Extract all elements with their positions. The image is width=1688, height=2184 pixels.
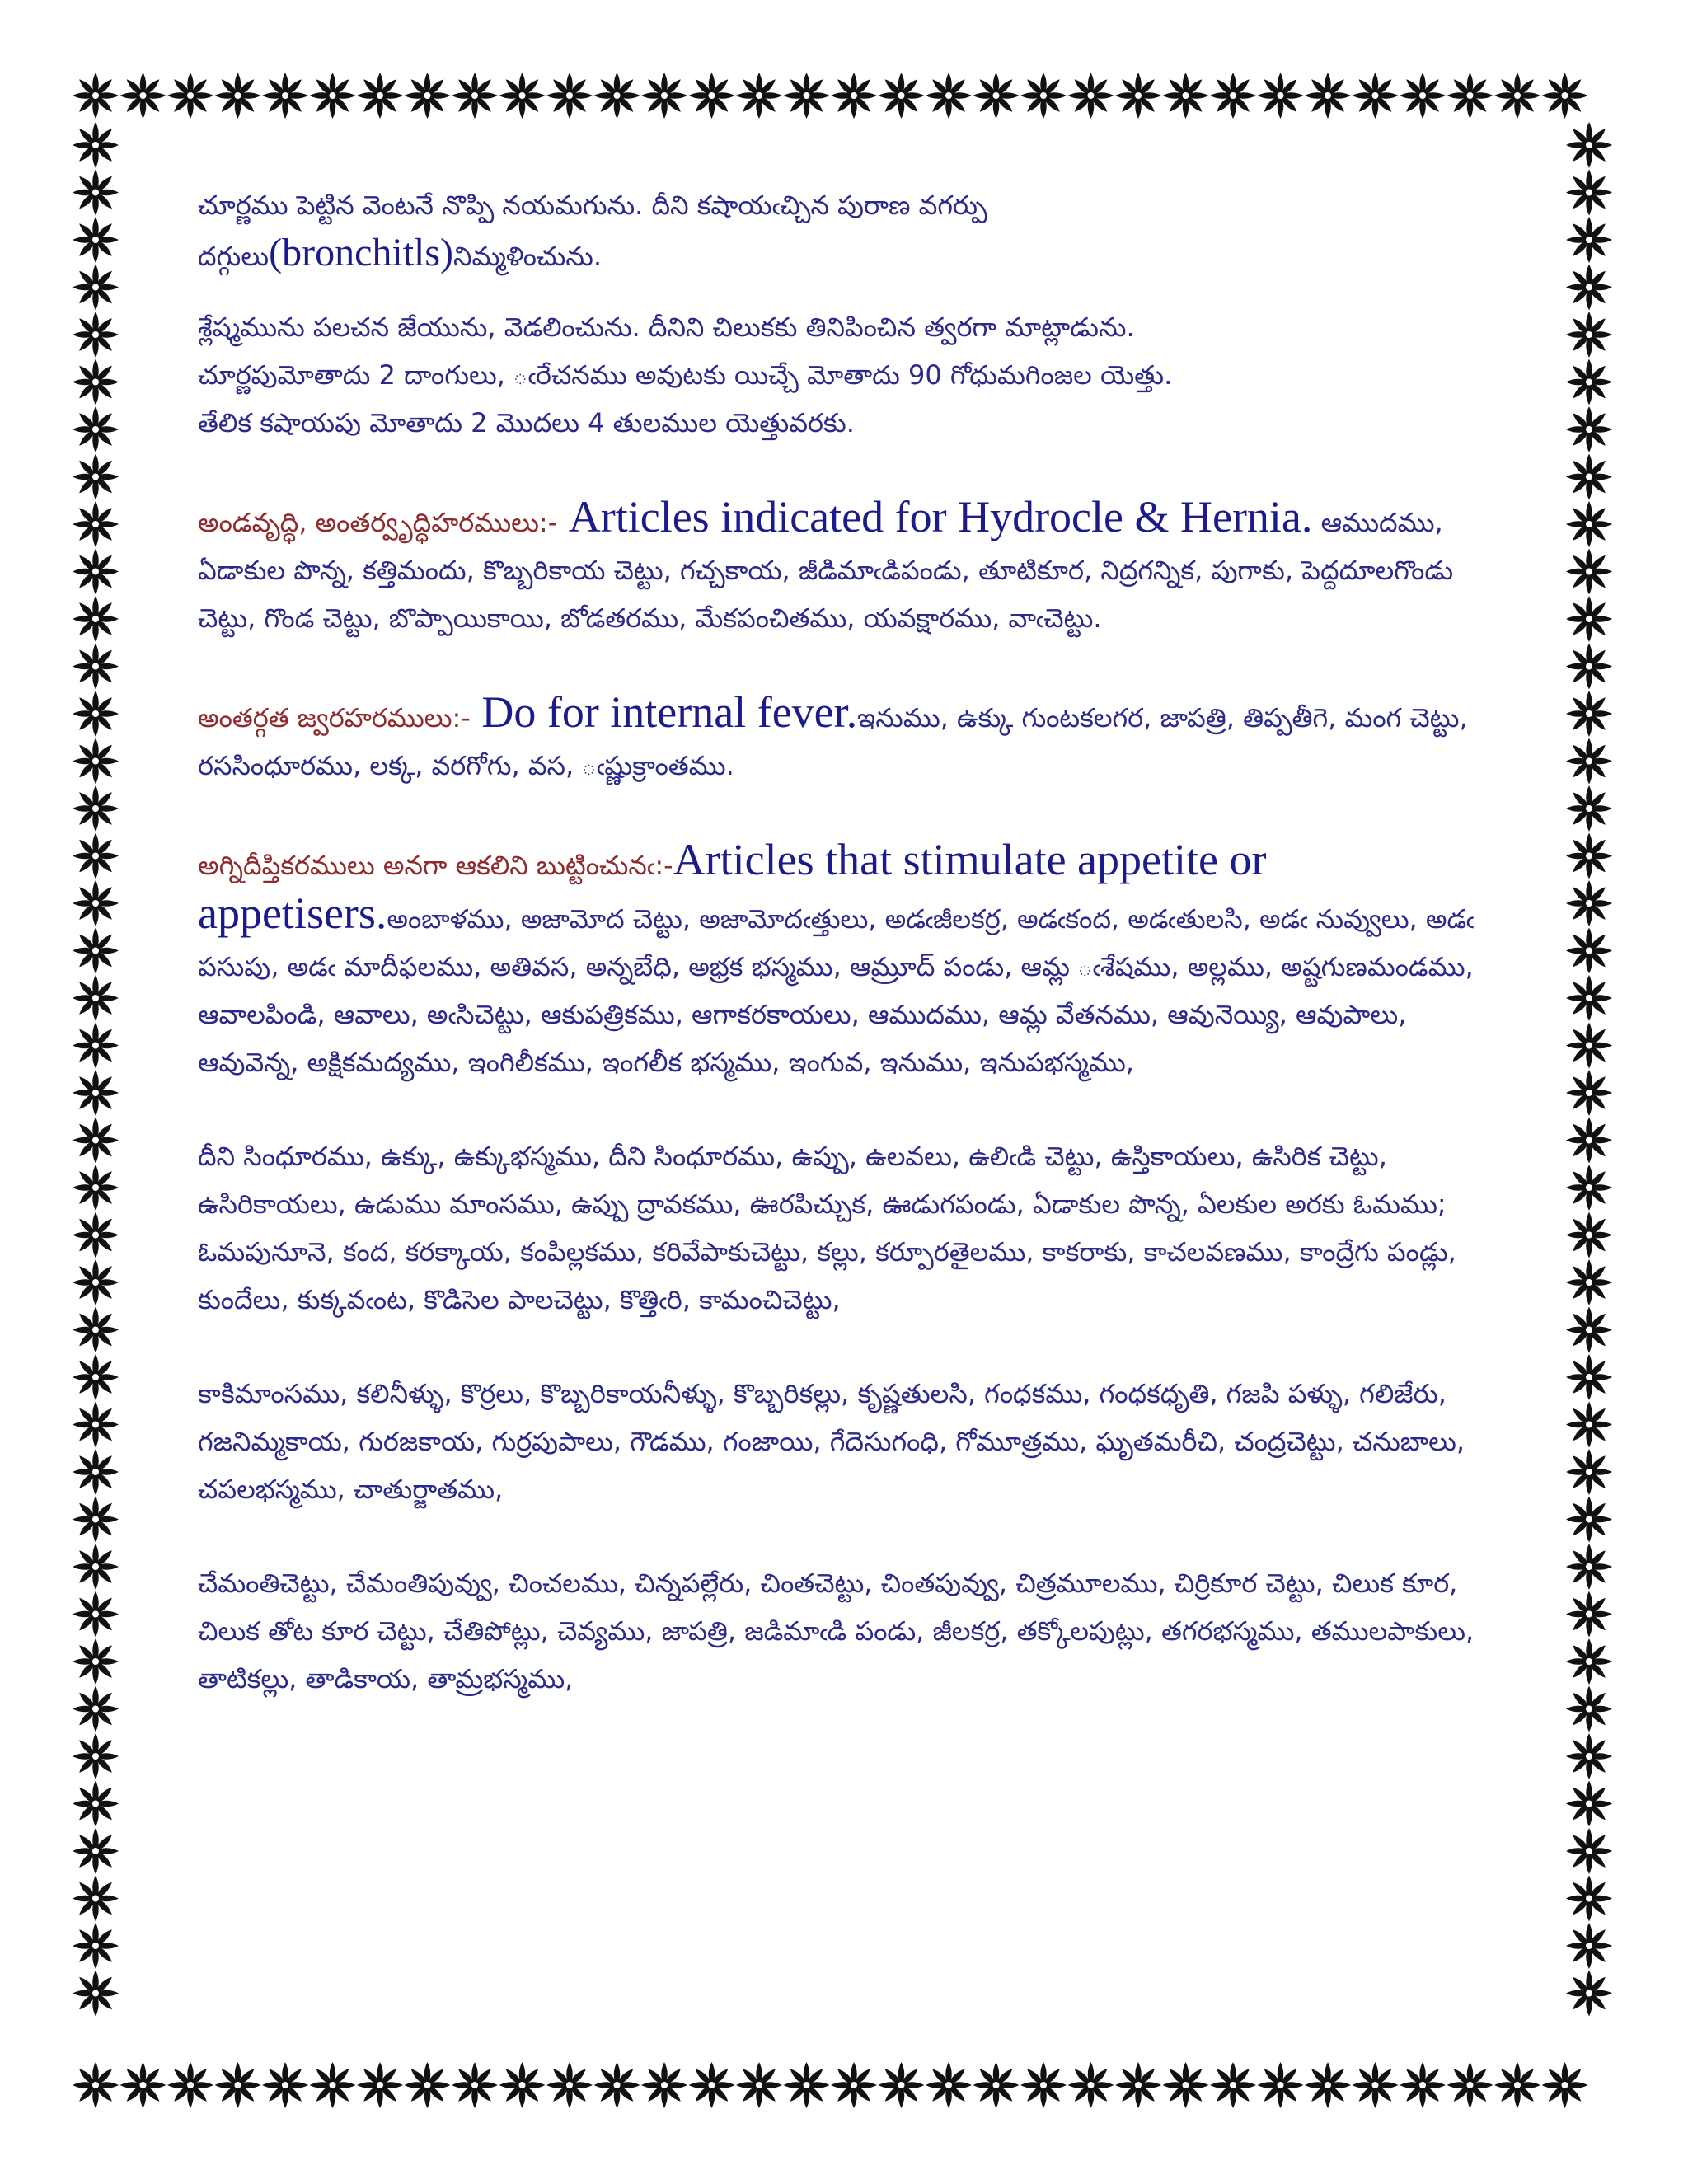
list-paragraph-3-text: చేమంతిచెట్టు, చేమంతిపువ్వు, చించలము, చిన్నపల్లేరు, చింతచెట్టు, చింతపువ్వు, చిత్రమూలము, చిర్రికూర చెట్టు, చిలుక కూర, చిలుక తోట కూర చెట్టు, చేతిపోట్లు, చెవ్యము, జాపత్రి, జడిమాఁడి పండు, జీలకర్ర, తక్కోలపుట్లు, తగరభస్మము, తములపాకులు, తాటికల్లు, తాడికాయ, తామ్రభస్మము,	[198, 1568, 1475, 1694]
border-ornament-icon	[641, 73, 687, 119]
border-ornament-icon	[73, 1544, 119, 1590]
section-internal-fever	[198, 688, 1492, 790]
border-ornament-icon	[1163, 73, 1209, 119]
border-ornament-icon	[1566, 833, 1612, 879]
border-ornament-icon	[310, 73, 356, 119]
border-ornament-icon	[73, 928, 119, 974]
border-left	[63, 0, 129, 2184]
border-ornament-icon	[73, 1449, 119, 1495]
section-list-appetisers: అంబాళము, అజామోద చెట్టు, అజామోదఁత్తులు, అడఁజీలకర్ర, అడఁకంద, అడఁతులసి, అడఁ నువ్వులు, అడఁ పసుపు, అడఁ మాదీఫలము, అతివస, అన్నబేధి, అభ్రక భస్మము, ఆమ్రూద్ పండు, ఆమ్ల ఁశేషము, అల్లము, అష్టగుణమండము, ఆవాలపిండి, ఆవాలు, అఁసిచెట్టు, ఆకుపత్రికము, ఆగాకరకాయలు, ఆముదము, ఆమ్ల వేతనము, ఆవునెయ్యి, ఆవుపాలు, ఆవువెన్న, అక్షికమద్యము, ఇంగిలీకము, ఇంగలీక భస్మము, ఇంగువ, ఇనుము, ఇనుపభస్మము,	[198, 903, 1475, 1078]
border-ornament-icon	[1566, 1118, 1612, 1164]
border-ornament-icon	[73, 122, 119, 168]
section-list-internal-fever: ఇనుము, ఉక్కు గుంటకలగర, జాపత్రి, తిప్పతీగె, మంగ చెట్టు, రససింధూరము, లక్క, వరగోగు, వస, ఁష్ణుక్రాంతము.	[198, 702, 1468, 781]
border-ornament-icon	[405, 73, 451, 119]
border-ornament-icon	[1566, 122, 1612, 168]
border-ornament-icon	[1566, 1923, 1612, 1969]
border-ornament-icon	[1566, 454, 1612, 500]
border-top	[0, 68, 1688, 134]
paragraph-1-line-2-post: నిమ్మళించును.	[453, 241, 603, 272]
border-ornament-icon	[1566, 549, 1612, 595]
border-ornament-icon	[1305, 2062, 1351, 2108]
border-ornament-icon	[1566, 501, 1612, 547]
border-ornament-icon	[73, 501, 119, 547]
border-ornament-icon	[546, 73, 593, 119]
border-ornament-icon	[73, 1828, 119, 1874]
border-ornament-icon	[73, 1733, 119, 1779]
border-ornament-icon	[452, 2062, 498, 2108]
border-ornament-icon	[879, 2062, 925, 2108]
border-ornament-icon	[73, 880, 119, 926]
border-ornament-icon	[1566, 1165, 1612, 1211]
border-ornament-icon	[167, 2062, 213, 2108]
border-ornament-icon	[310, 2062, 356, 2108]
border-ornament-icon	[1258, 73, 1304, 119]
border-ornament-icon	[1566, 928, 1612, 974]
paragraph-2	[198, 303, 1492, 447]
border-ornament-icon	[73, 1212, 119, 1258]
border-ornament-icon	[926, 2062, 972, 2108]
border-ornament-icon	[1566, 1402, 1612, 1448]
page-body	[198, 181, 1492, 1703]
border-ornament-icon	[73, 265, 119, 311]
border-ornament-icon	[1210, 2062, 1256, 2108]
border-ornament-icon	[1566, 359, 1612, 405]
border-ornament-icon	[1400, 2062, 1446, 2108]
border-ornament-icon	[73, 1686, 119, 1732]
border-ornament-icon	[1566, 1212, 1612, 1258]
border-ornament-icon	[1566, 1070, 1612, 1116]
paragraph-1-line-1: చూర్ణము పెట్టిన వెంటనే నొప్పి నయమగును. దీని కషాయఁచ్చిన పురాణ వగర్పు	[198, 190, 987, 221]
border-ornament-icon	[1020, 73, 1067, 119]
border-ornament-icon	[1566, 880, 1612, 926]
border-ornament-icon	[736, 2062, 782, 2108]
border-ornament-icon	[499, 73, 546, 119]
border-ornament-icon	[73, 1876, 119, 1922]
border-ornament-icon	[973, 2062, 1020, 2108]
border-ornament-icon	[1566, 1828, 1612, 1874]
border-ornament-icon	[73, 1354, 119, 1400]
list-paragraph-2-text: కాకిమాంసము, కలినీళ్ళు, కొర్రలు, కొబ్బరికాయనీళ్ళు, కొబ్బరికల్లు, కృష్ణతులసి, గంధకము, గంధకధృతి, గజపి పళ్ళు, గలిజేరు, గజనిమ్మకాయ, గురజకాయ, గుర్రపుపాలు, గౌడము, గంజాయి, గేదెసుగంధి, గోమూత్రము, ఘృతమరీచి, చంద్రచెట్టు, చనుబాలు, చపలభస్మము, చాతుర్జాతము,	[198, 1378, 1465, 1505]
english-heading-appetisers: Articles that stimulate appetite or appetisers.	[198, 835, 1267, 938]
section-appetisers	[198, 836, 1492, 1086]
border-ornament-icon	[215, 2062, 261, 2108]
border-ornament-icon	[262, 73, 308, 119]
list-paragraph-1-text: దీని సింధూరము, ఉక్కు, ఉక్కుభస్మము, దీని సింధూరము, ఉప్పు, ఉలవలు, ఉలిఁడి చెట్టు, ఉస్తికాయలు, ఉసిరిక చెట్టు, ఉసిరికాయలు, ఉడుము మాంసము, ఉప్పు ద్రావకము, ఊరపిచ్చుక, ఊడుగపండు, ఏడాకుల పొన్న, ఏలకుల అరకు ఓమము; ఓమపునూనె, కంద, కరక్కాయ, కంపిల్లకము, కరివేపాకుచెట్టు, కల్లు, కర్పూరతైలము, కాకరాకు, కాచలవణము, కాంద్రేగు పండ్లు, కుందేలు, కుక్కవఁంట, కొడిసెల పాలచెట్టు, కొత్తిఁరి, కామంచిచెట్టు,	[198, 1141, 1456, 1315]
border-ornament-icon	[1115, 2062, 1161, 2108]
border-ornament-icon	[1353, 73, 1399, 119]
border-ornament-icon	[1566, 1686, 1612, 1732]
border-ornament-icon	[73, 549, 119, 595]
border-ornament-icon	[1566, 785, 1612, 832]
border-ornament-icon	[1494, 2062, 1540, 2108]
border-ornament-icon	[1566, 312, 1612, 358]
border-ornament-icon	[73, 596, 119, 642]
border-ornament-icon	[167, 73, 213, 119]
section-list-hydrocele: ఆముదము, ఏడాకుల పొన్న, కత్తిమందు, కొబ్బరికాయ చెట్టు, గచ్చకాయ, జీడిమాఁడిపండు, తూటికూర, నిద్రగన్నిక, పుగాకు, పెద్దదూలగొండు చెట్టు, గొండ చెట్టు, బొప్పాయికాయి, బోడతరము, మేకపంచితము, యవక్షారము, వాఁచెట్టు.	[198, 507, 1454, 634]
border-ornament-icon	[1566, 738, 1612, 785]
border-ornament-icon	[73, 1497, 119, 1543]
border-ornament-icon	[73, 833, 119, 879]
border-ornament-icon	[73, 170, 119, 216]
border-ornament-icon	[73, 1023, 119, 1069]
border-ornament-icon	[736, 73, 782, 119]
border-ornament-icon	[1494, 73, 1540, 119]
border-ornament-icon	[357, 2062, 403, 2108]
border-right	[1556, 0, 1622, 2184]
border-ornament-icon	[73, 359, 119, 405]
english-heading-hydrocele: Articles indicated for Hydrocle & Hernia.	[557, 492, 1313, 541]
border-ornament-icon	[405, 2062, 451, 2108]
border-ornament-icon	[831, 73, 877, 119]
border-ornament-icon	[784, 73, 830, 119]
border-ornament-icon	[73, 785, 119, 832]
border-bottom	[0, 2052, 1688, 2118]
border-ornament-icon	[1566, 596, 1612, 642]
border-ornament-icon	[1566, 1638, 1612, 1685]
border-ornament-icon	[73, 1591, 119, 1638]
border-ornament-icon	[1566, 265, 1612, 311]
border-ornament-icon	[1566, 1307, 1612, 1353]
english-heading-internal-fever: Do for internal fever.	[470, 687, 858, 737]
border-ornament-icon	[73, 738, 119, 785]
section-hydrocele	[198, 493, 1492, 642]
border-ornament-icon	[1353, 2062, 1399, 2108]
list-paragraph-2	[198, 1370, 1492, 1513]
border-ornament-icon	[641, 2062, 687, 2108]
border-ornament-icon	[689, 2062, 735, 2108]
list-paragraph-1	[198, 1132, 1492, 1324]
border-ornament-icon	[73, 975, 119, 1021]
border-ornament-icon	[73, 1971, 119, 2017]
border-ornament-icon	[926, 73, 972, 119]
border-ornament-icon	[1163, 2062, 1209, 2108]
border-ornament-icon	[1566, 1449, 1612, 1495]
border-ornament-icon	[357, 73, 403, 119]
border-ornament-icon	[546, 2062, 593, 2108]
paragraph-2-line-1: శ్లేష్మమును పలచన జేయును, వెడలించును. దీనిని చిలుకకు తినిపించిన త్వరగా మాట్లాడును.	[198, 312, 1135, 343]
border-ornament-icon	[73, 217, 119, 263]
border-ornament-icon	[879, 73, 925, 119]
border-ornament-icon	[1566, 170, 1612, 216]
border-ornament-icon	[452, 73, 498, 119]
border-ornament-icon	[73, 1923, 119, 1969]
border-ornament-icon	[73, 1259, 119, 1305]
border-ornament-icon	[594, 73, 640, 119]
border-ornament-icon	[1566, 1971, 1612, 2017]
border-ornament-icon	[73, 691, 119, 737]
border-ornament-icon	[73, 312, 119, 358]
section-heading-internal-fever: అంతర్గత జ్వరహరములు:-	[198, 702, 471, 733]
border-ornament-icon	[594, 2062, 640, 2108]
border-ornament-icon	[1566, 1876, 1612, 1922]
border-ornament-icon	[73, 454, 119, 500]
border-ornament-icon	[1115, 73, 1161, 119]
border-ornament-icon	[689, 73, 735, 119]
border-ornament-icon	[73, 406, 119, 452]
english-term-bronchitis: (bronchitls)	[269, 231, 454, 274]
border-ornament-icon	[73, 1307, 119, 1353]
paragraph-1	[198, 181, 1492, 280]
border-ornament-icon	[499, 2062, 546, 2108]
paragraph-1-line-2-pre: దగ్గులు	[198, 241, 270, 272]
border-ornament-icon	[1400, 73, 1446, 119]
border-ornament-icon	[1210, 73, 1256, 119]
border-ornament-icon	[215, 73, 261, 119]
border-ornament-icon	[1566, 1354, 1612, 1400]
border-ornament-icon	[73, 1070, 119, 1116]
border-ornament-icon	[1566, 1544, 1612, 1590]
border-ornament-icon	[73, 1165, 119, 1211]
border-ornament-icon	[1566, 1497, 1612, 1543]
border-ornament-icon	[1447, 73, 1493, 119]
border-ornament-icon	[262, 2062, 308, 2108]
border-ornament-icon	[784, 2062, 830, 2108]
border-ornament-icon	[1566, 644, 1612, 690]
border-ornament-icon	[73, 1118, 119, 1164]
border-ornament-icon	[1566, 1591, 1612, 1638]
section-heading-appetisers: అగ్నిదీప్తికరములు అనగా ఆకలిని బుట్టించునఁ:-	[198, 850, 673, 881]
section-heading-hydrocele: అండవృద్ధి, అంతర్వృద్ధిహరములు:-	[198, 507, 558, 538]
border-ornament-icon	[1566, 1781, 1612, 1827]
border-ornament-icon	[1566, 691, 1612, 737]
border-ornament-icon	[1068, 2062, 1114, 2108]
border-ornament-icon	[1566, 1259, 1612, 1305]
border-ornament-icon	[1566, 1023, 1612, 1069]
border-ornament-icon	[973, 73, 1020, 119]
border-ornament-icon	[1258, 2062, 1304, 2108]
border-ornament-icon	[1566, 217, 1612, 263]
border-ornament-icon	[1566, 1733, 1612, 1779]
paragraph-2-line-2: చూర్ణపుమోతాదు 2 దాంగులు, ఁరేచనము అవుటకు యిచ్చే మోతాదు 90 గోధుమగింజల యెత్తు.	[198, 359, 1173, 391]
border-ornament-icon	[73, 1638, 119, 1685]
border-ornament-icon	[1068, 73, 1114, 119]
paragraph-2-line-3: తేలిక కషాయపు మోతాదు 2 మొదలు 4 తులముల యెత్తువరకు.	[198, 407, 855, 438]
list-paragraph-3	[198, 1559, 1492, 1703]
border-ornament-icon	[1447, 2062, 1493, 2108]
border-ornament-icon	[1566, 975, 1612, 1021]
border-ornament-icon	[1020, 2062, 1067, 2108]
border-ornament-icon	[73, 1781, 119, 1827]
border-ornament-icon	[831, 2062, 877, 2108]
border-ornament-icon	[1566, 406, 1612, 452]
border-ornament-icon	[73, 644, 119, 690]
border-ornament-icon	[73, 1402, 119, 1448]
border-ornament-icon	[1305, 73, 1351, 119]
